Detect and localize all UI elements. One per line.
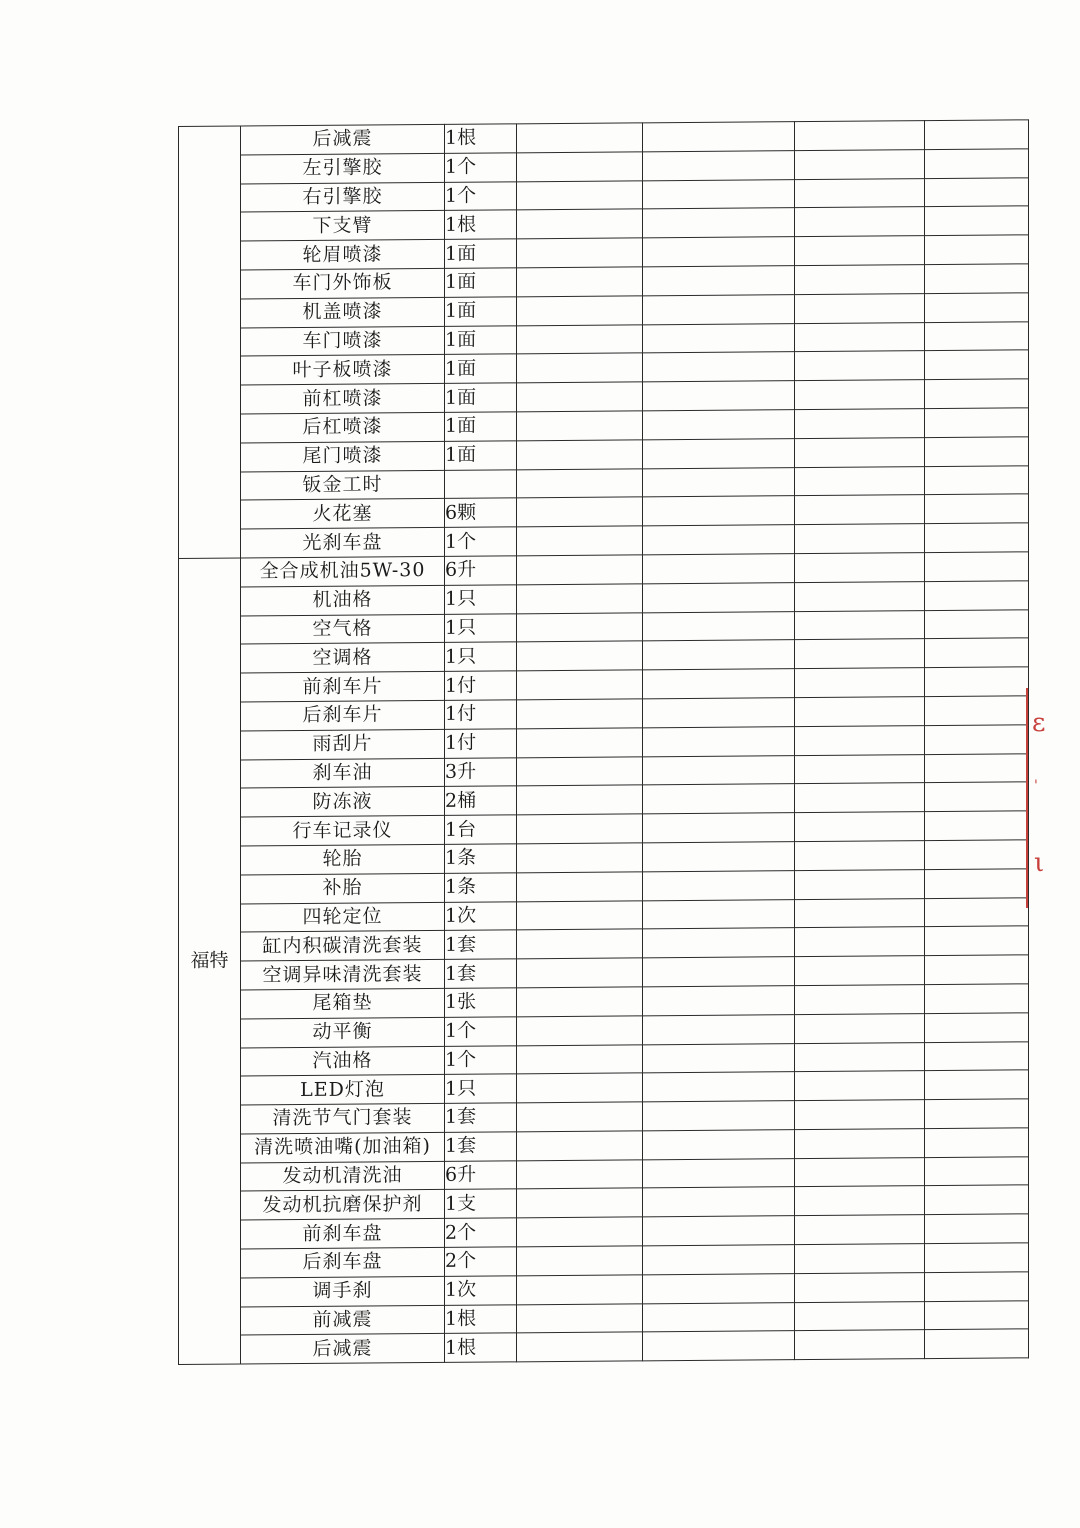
blank-cell (925, 1329, 1029, 1359)
blank-cell (517, 1188, 643, 1218)
item-name: 尾门喷漆 (241, 441, 445, 471)
blank-cell (925, 955, 1029, 985)
blank-cell (795, 495, 925, 525)
blank-cell (517, 872, 643, 902)
blank-cell (517, 497, 643, 527)
item-name: 叶子板喷漆 (241, 355, 445, 385)
blank-cell (925, 897, 1029, 927)
blank-cell (925, 696, 1029, 726)
blank-cell (517, 785, 643, 815)
red-stamp-edge: ε ' ι (1026, 688, 1054, 908)
blank-cell (517, 296, 643, 326)
item-name: 后减震 (241, 124, 445, 154)
blank-cell (517, 1102, 643, 1132)
blank-cell (925, 1185, 1029, 1215)
item-quantity: 1套 (445, 1132, 517, 1161)
blank-cell (925, 437, 1029, 467)
blank-cell (517, 324, 643, 354)
blank-cell (925, 206, 1029, 236)
item-quantity: 1面 (445, 441, 517, 470)
blank-cell (517, 1160, 643, 1190)
blank-cell (795, 1157, 925, 1187)
blank-cell (925, 609, 1029, 639)
blank-cell (925, 408, 1029, 438)
group-label: 福特 (179, 558, 241, 1365)
blank-cell (643, 352, 795, 382)
item-quantity: 1次 (445, 901, 517, 930)
item-name: 前减震 (241, 1305, 445, 1335)
item-quantity: 1面 (445, 268, 517, 297)
item-quantity: 2桶 (445, 786, 517, 815)
blank-cell (795, 668, 925, 698)
item-quantity: 1只 (445, 1074, 517, 1103)
blank-cell (795, 236, 925, 266)
blank-cell (643, 957, 795, 987)
blank-cell (795, 869, 925, 899)
blank-cell (795, 1215, 925, 1245)
blank-cell (925, 1099, 1029, 1129)
item-quantity: 1面 (445, 412, 517, 441)
blank-cell (643, 1043, 795, 1073)
blank-cell (795, 322, 925, 352)
item-quantity: 2个 (445, 1247, 517, 1276)
item-name: 车门外饰板 (241, 268, 445, 298)
blank-cell (517, 1246, 643, 1276)
blank-cell (795, 149, 925, 179)
blank-cell (795, 697, 925, 727)
blank-cell (795, 1244, 925, 1274)
item-name: 行车记录仪 (241, 816, 445, 846)
item-name: 补胎 (241, 873, 445, 903)
blank-cell (925, 293, 1029, 323)
blank-cell (925, 120, 1029, 150)
item-name: 调手刹 (241, 1276, 445, 1306)
blank-cell (643, 410, 795, 440)
blank-cell (517, 209, 643, 239)
blank-cell (925, 1070, 1029, 1100)
blank-cell (517, 468, 643, 498)
blank-cell (795, 1071, 925, 1101)
item-name: 轮胎 (241, 844, 445, 874)
item-name: 车门喷漆 (241, 326, 445, 356)
blank-cell (643, 842, 795, 872)
blank-cell (643, 1302, 795, 1332)
blank-cell (517, 411, 643, 441)
item-quantity: 1付 (445, 700, 517, 729)
blank-cell (795, 985, 925, 1015)
group-label (179, 126, 241, 558)
item-name: 尾箱垫 (241, 988, 445, 1018)
blank-cell (517, 440, 643, 470)
item-name: 光刹车盘 (241, 528, 445, 558)
blank-cell (925, 264, 1029, 294)
blank-cell (643, 755, 795, 785)
blank-cell (795, 841, 925, 871)
blank-cell (925, 552, 1029, 582)
blank-cell (643, 640, 795, 670)
blank-cell (643, 150, 795, 180)
blank-cell (925, 494, 1029, 524)
item-quantity: 1个 (445, 527, 517, 556)
blank-cell (925, 1243, 1029, 1273)
item-name: 机盖喷漆 (241, 297, 445, 327)
item-quantity: 1只 (445, 613, 517, 642)
blank-cell (643, 266, 795, 296)
blank-cell (517, 641, 643, 671)
blank-cell (795, 265, 925, 295)
blank-cell (795, 293, 925, 323)
item-name: 汽油格 (241, 1046, 445, 1076)
blank-cell (643, 467, 795, 497)
blank-cell (517, 584, 643, 614)
blank-cell (795, 121, 925, 151)
blank-cell (925, 926, 1029, 956)
blank-cell (925, 638, 1029, 668)
blank-cell (795, 1273, 925, 1303)
blank-cell (795, 524, 925, 554)
item-name: 缸内积碳清洗套装 (241, 931, 445, 961)
blank-cell (517, 612, 643, 642)
item-name: 后减震 (241, 1334, 445, 1364)
blank-cell (643, 611, 795, 641)
blank-cell (517, 670, 643, 700)
item-name: 雨刮片 (241, 729, 445, 759)
blank-cell (795, 553, 925, 583)
blank-cell (795, 178, 925, 208)
blank-cell (643, 928, 795, 958)
item-quantity: 6颗 (445, 498, 517, 527)
blank-cell (643, 1245, 795, 1275)
item-quantity: 1面 (445, 297, 517, 326)
blank-cell (795, 1330, 925, 1360)
blank-cell (795, 754, 925, 784)
item-quantity: 1套 (445, 930, 517, 959)
blank-cell (517, 353, 643, 383)
item-name: 刹车油 (241, 758, 445, 788)
blank-cell (925, 1272, 1029, 1302)
blank-cell (925, 811, 1029, 841)
blank-cell (643, 554, 795, 584)
blank-cell (925, 149, 1029, 179)
blank-cell (925, 350, 1029, 380)
item-quantity: 1个 (445, 1017, 517, 1046)
blank-cell (925, 753, 1029, 783)
blank-cell (925, 869, 1029, 899)
item-quantity: 1只 (445, 642, 517, 671)
blank-cell (517, 987, 643, 1017)
blank-cell (795, 610, 925, 640)
blank-cell (795, 1042, 925, 1072)
blank-cell (925, 1157, 1029, 1187)
item-name: 左引擎胶 (241, 153, 445, 183)
blank-cell (925, 465, 1029, 495)
blank-cell (795, 1100, 925, 1130)
blank-cell (795, 1186, 925, 1216)
blank-cell (925, 523, 1029, 553)
item-name: 全合成机油5W-30 (241, 556, 445, 586)
blank-cell (643, 1158, 795, 1188)
blank-cell (517, 267, 643, 297)
blank-cell (643, 698, 795, 728)
blank-cell (643, 1130, 795, 1160)
blank-cell (795, 437, 925, 467)
blank-cell (643, 1187, 795, 1217)
blank-cell (643, 669, 795, 699)
blank-cell (925, 984, 1029, 1014)
blank-cell (643, 179, 795, 209)
item-name: 清洗节气门套装 (241, 1104, 445, 1134)
blank-cell (517, 756, 643, 786)
blank-cell (795, 1129, 925, 1159)
item-name: 机油格 (241, 585, 445, 615)
item-quantity (445, 469, 517, 498)
blank-cell (517, 526, 643, 556)
item-quantity: 1付 (445, 729, 517, 758)
item-name: 发动机清洗油 (241, 1161, 445, 1191)
blank-cell (795, 725, 925, 755)
blank-cell (643, 870, 795, 900)
item-quantity: 1面 (445, 239, 517, 268)
blank-cell (795, 380, 925, 410)
blank-cell (517, 958, 643, 988)
blank-cell (517, 843, 643, 873)
blank-cell (795, 1301, 925, 1331)
blank-cell (517, 1044, 643, 1074)
item-name: 空气格 (241, 614, 445, 644)
blank-cell (925, 1013, 1029, 1043)
item-quantity: 1套 (445, 1103, 517, 1132)
item-quantity: 1张 (445, 988, 517, 1017)
blank-cell (643, 438, 795, 468)
blank-cell (925, 782, 1029, 812)
blank-cell (643, 294, 795, 324)
item-name: 后刹车片 (241, 700, 445, 730)
blank-cell (643, 582, 795, 612)
item-quantity: 1个 (445, 181, 517, 210)
item-quantity: 6升 (445, 1161, 517, 1190)
blank-cell (517, 382, 643, 412)
blank-cell (643, 899, 795, 929)
item-name: 后杠喷漆 (241, 412, 445, 442)
item-name: 空调异味清洗套装 (241, 960, 445, 990)
item-name: 火花塞 (241, 499, 445, 529)
item-name: 动平衡 (241, 1017, 445, 1047)
item-name: 轮眉喷漆 (241, 240, 445, 270)
item-name: 清洗喷油嘴(加油箱) (241, 1132, 445, 1162)
blank-cell (517, 699, 643, 729)
blank-cell (517, 555, 643, 585)
blank-cell (517, 1275, 643, 1305)
item-quantity: 1条 (445, 873, 517, 902)
item-quantity: 1条 (445, 844, 517, 873)
blank-cell (795, 783, 925, 813)
blank-cell (517, 1217, 643, 1247)
blank-cell (643, 1331, 795, 1361)
blank-cell (643, 1101, 795, 1131)
blank-cell (643, 986, 795, 1016)
blank-cell (795, 466, 925, 496)
item-quantity: 1面 (445, 325, 517, 354)
item-name: 后刹车盘 (241, 1247, 445, 1277)
item-quantity: 1根 (445, 210, 517, 239)
blank-cell (795, 581, 925, 611)
blank-cell (643, 1274, 795, 1304)
item-quantity: 1根 (445, 1333, 517, 1362)
blank-cell (643, 1014, 795, 1044)
blank-cell (643, 1216, 795, 1246)
blank-cell (643, 726, 795, 756)
blank-cell (925, 1300, 1029, 1330)
blank-cell (925, 1041, 1029, 1071)
blank-cell (795, 207, 925, 237)
item-quantity: 1根 (445, 1305, 517, 1334)
blank-cell (517, 900, 643, 930)
blank-cell (925, 1214, 1029, 1244)
blank-cell (925, 235, 1029, 265)
blank-cell (795, 898, 925, 928)
blank-cell (517, 1016, 643, 1046)
item-name: LED灯泡 (241, 1075, 445, 1105)
parts-table (178, 119, 1029, 1365)
item-quantity: 3升 (445, 757, 517, 786)
blank-cell (643, 323, 795, 353)
item-name: 空调格 (241, 643, 445, 673)
blank-cell (517, 123, 643, 153)
blank-cell (517, 1304, 643, 1334)
item-name: 前刹车片 (241, 672, 445, 702)
item-quantity: 6升 (445, 556, 517, 585)
blank-cell (925, 177, 1029, 207)
item-quantity: 1个 (445, 1045, 517, 1074)
blank-cell (517, 152, 643, 182)
blank-cell (517, 1073, 643, 1103)
item-quantity: 1根 (445, 124, 517, 153)
blank-cell (517, 814, 643, 844)
blank-cell (643, 237, 795, 267)
item-quantity: 1台 (445, 815, 517, 844)
blank-cell (925, 667, 1029, 697)
blank-cell (643, 813, 795, 843)
item-name: 四轮定位 (241, 902, 445, 932)
item-name: 发动机抗磨保护剂 (241, 1190, 445, 1220)
blank-cell (643, 1072, 795, 1102)
blank-cell (643, 381, 795, 411)
blank-cell (795, 409, 925, 439)
blank-cell (643, 525, 795, 555)
blank-cell (517, 728, 643, 758)
blank-cell (795, 639, 925, 669)
item-quantity: 1面 (445, 354, 517, 383)
blank-cell (925, 581, 1029, 611)
item-quantity: 1只 (445, 585, 517, 614)
item-quantity: 1支 (445, 1189, 517, 1218)
item-name: 前刹车盘 (241, 1219, 445, 1249)
item-quantity: 1个 (445, 153, 517, 182)
blank-cell (795, 812, 925, 842)
item-name: 下支臂 (241, 211, 445, 241)
blank-cell (925, 379, 1029, 409)
item-quantity: 1次 (445, 1276, 517, 1305)
blank-cell (517, 1131, 643, 1161)
blank-cell (795, 956, 925, 986)
item-quantity: 2个 (445, 1218, 517, 1247)
blank-cell (643, 122, 795, 152)
item-name: 防冻液 (241, 787, 445, 817)
blank-cell (517, 1332, 643, 1362)
item-name: 右引擎胶 (241, 182, 445, 212)
blank-cell (517, 929, 643, 959)
table-row (179, 1329, 1029, 1364)
blank-cell (925, 725, 1029, 755)
item-quantity: 1付 (445, 671, 517, 700)
item-name: 钣金工时 (241, 470, 445, 500)
item-quantity: 1套 (445, 959, 517, 988)
blank-cell (925, 321, 1029, 351)
blank-cell (643, 496, 795, 526)
blank-cell (925, 840, 1029, 870)
blank-cell (643, 208, 795, 238)
item-quantity: 1面 (445, 383, 517, 412)
blank-cell (795, 351, 925, 381)
item-name: 前杠喷漆 (241, 384, 445, 414)
blank-cell (795, 1013, 925, 1043)
blank-cell (643, 784, 795, 814)
blank-cell (795, 927, 925, 957)
blank-cell (925, 1128, 1029, 1158)
blank-cell (517, 180, 643, 210)
blank-cell (517, 238, 643, 268)
